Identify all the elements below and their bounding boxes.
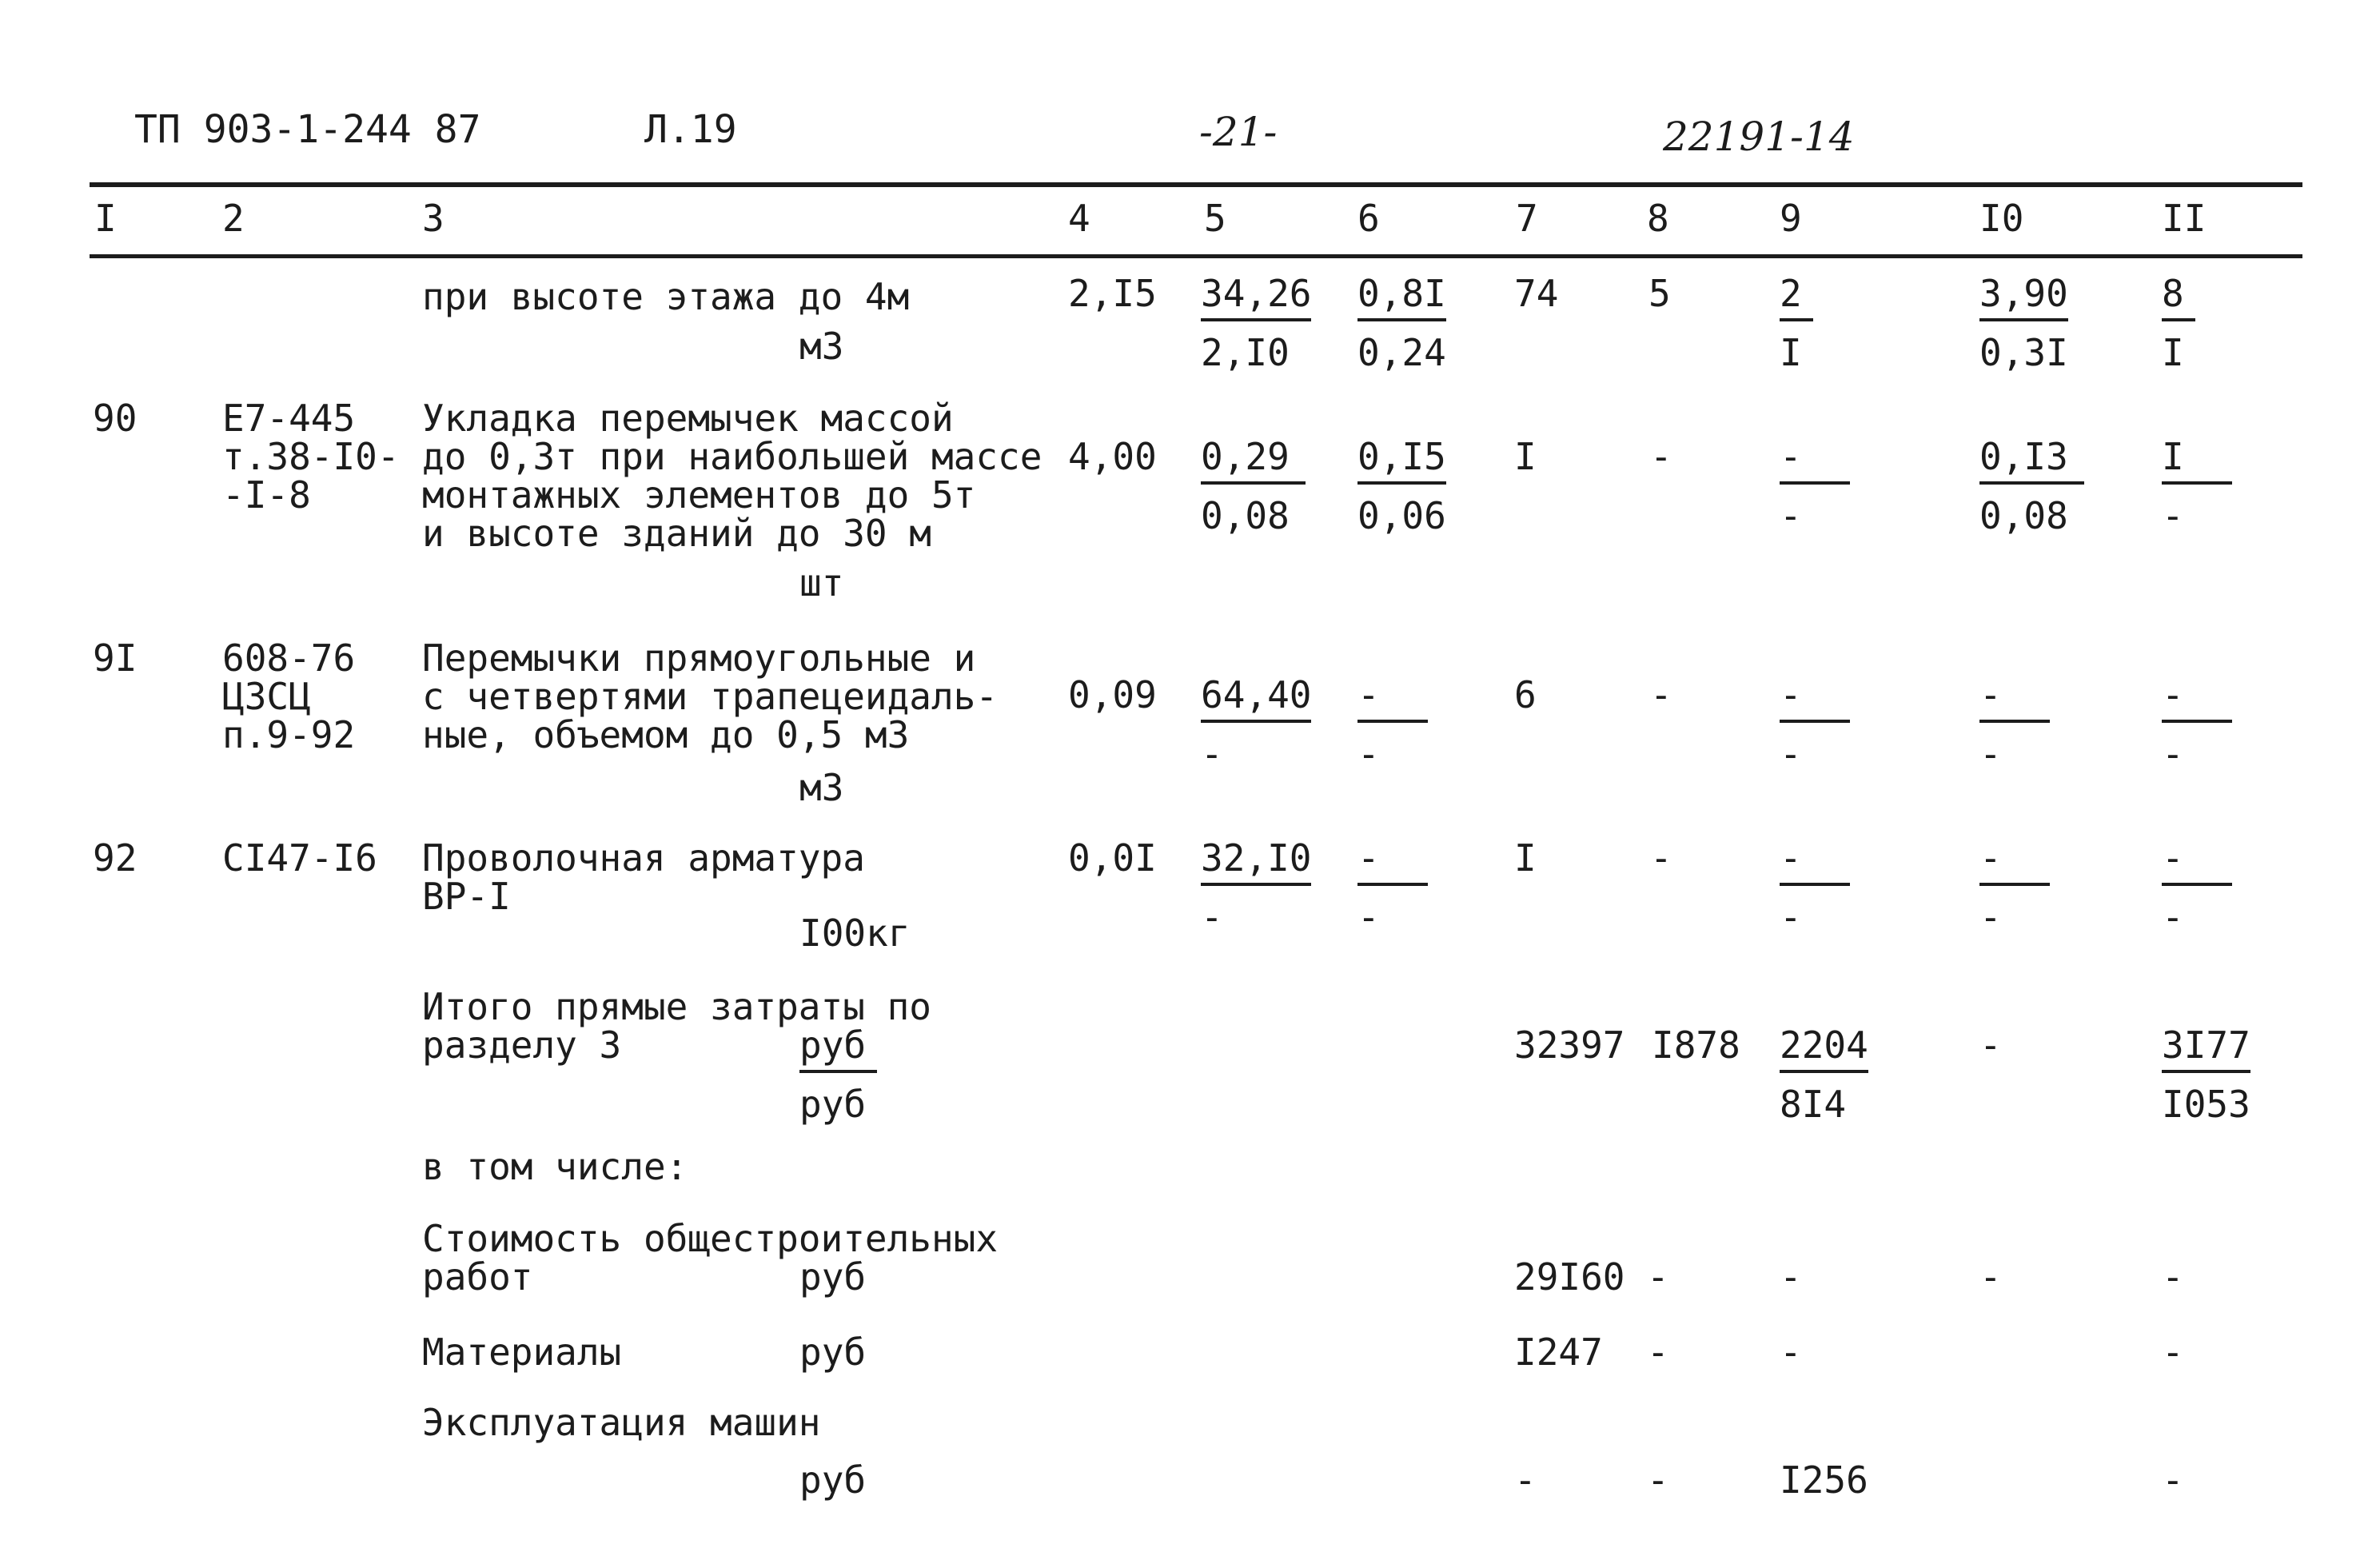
row0-col7: 74 [1514,272,1559,315]
row0-col10-num: 3,90 [1979,275,2068,321]
col-header-11: II [2162,197,2207,240]
total-desc-line2: разделу 3 [422,1023,622,1067]
row92-col8: - [1650,836,1672,880]
sub1-unit: руб [799,1331,867,1374]
total-col10: - [1979,1023,2002,1067]
row92-col9-num: - [1780,840,1850,886]
row92-col5-den: - [1201,896,1223,939]
row92-col9-den: - [1780,896,1802,939]
row90-col8: - [1650,435,1672,478]
row90-col6 [1357,435,1446,537]
row92-col7: I [1514,836,1537,880]
row92-col6 [1357,836,1428,939]
row91-col11-den: - [2162,732,2184,776]
sub0-col7: 29I60 [1514,1255,1625,1299]
row90-desc-line1: Укладка перемычек массой [422,397,954,440]
sub1-col8: - [1647,1331,1669,1374]
header-rule-bottom [90,254,2302,258]
col-header-3: 3 [422,197,445,240]
col-header-8: 8 [1647,197,1669,240]
row91-number: 9I [93,636,138,680]
row0-col9-den: I [1780,331,1802,374]
row90-desc-line2: до 0,3т при наибольшей массе [422,435,1042,478]
sub2-col8: - [1647,1458,1669,1502]
row0-col6-num: 0,8I [1357,275,1446,321]
row0-col5 [1201,272,1312,374]
row92-col5 [1201,836,1312,939]
row0-col5-num: 34,26 [1201,275,1311,321]
col-header-6: 6 [1357,197,1380,240]
row90-col5-den: 0,08 [1201,494,1290,537]
row92-col10-num: - [1979,840,2050,886]
row92-unit: I00кг [799,912,911,955]
total-unit [799,1023,877,1126]
row91-col11 [2162,673,2232,776]
row92-col10-den: - [1979,896,2002,939]
including-label: в том числе: [422,1145,688,1188]
sub2-col7: - [1514,1458,1537,1502]
inventory-number: 22191-14 [1663,114,1855,160]
row92-col6-den: - [1357,896,1380,939]
row0-col4: 2,I5 [1068,272,1157,315]
col-header-5: 5 [1204,197,1226,240]
row91-desc-line2: с четвертями трапецеидаль- [422,675,999,718]
row0-desc-line1: при высоте этажа до 4м [422,275,910,318]
col-header-4: 4 [1068,197,1090,240]
total-col7: 32397 [1514,1023,1625,1067]
row92-col10 [1979,836,2050,939]
row92-desc-line1: Проволочная арматура [422,836,865,880]
row90-number: 90 [93,397,138,440]
row92-col11-num: - [2162,840,2232,886]
row91-col5-den: - [1201,732,1223,776]
sub0-desc-line2: работ [422,1255,533,1299]
row0-col11-num: 8 [2162,275,2195,321]
total-col9-num: 2204 [1780,1027,1868,1073]
row90-col10-den: 0,08 [1979,494,2068,537]
row0-col6-den: 0,24 [1357,331,1446,374]
sub0-col11: - [2162,1255,2184,1299]
sub0-desc-line1: Стоимость общестроительных [422,1217,999,1260]
page-number: -21- [1199,109,1278,155]
row90-col5-num: 0,29 [1201,438,1306,485]
row92-col11-den: - [2162,896,2184,939]
total-col11-num: 3I77 [2162,1027,2250,1073]
row91-col9 [1780,673,1850,776]
header-rule-top [90,182,2302,187]
sub1-col11: - [2162,1331,2184,1374]
row92-col4: 0,0I [1068,836,1157,880]
row91-code-line1: 608-76 [222,636,356,680]
col-header-1: I [94,197,117,240]
row91-col7: 6 [1514,673,1537,716]
row90-col4: 4,00 [1068,435,1157,478]
row90-col11 [2162,435,2232,537]
row91-desc-line1: Перемычки прямоугольные и [422,636,976,680]
sub1-desc-line1: Материалы [422,1331,622,1374]
row90-col10 [1979,435,2084,537]
row90-col9-den: - [1780,494,1802,537]
total-unit-top: руб [799,1027,877,1073]
row91-col8: - [1650,673,1672,716]
row91-code-line2: ЦЗСЦ [222,675,311,718]
col-header-7: 7 [1516,197,1538,240]
sub2-unit: руб [799,1458,867,1502]
row91-col5-num: 64,40 [1201,676,1311,723]
row90-col6-den: 0,06 [1357,494,1446,537]
row0-unit: м3 [799,325,844,368]
row91-col10-den: - [1979,732,2002,776]
row90-col10-num: 0,I3 [1979,438,2084,485]
row0-col6 [1357,272,1446,374]
row92-desc-line2: ВР-I [422,875,511,918]
row90-code-line3: -I-8 [222,473,311,517]
total-col9-den: 8I4 [1780,1083,1847,1126]
row0-col5-den: 2,I0 [1201,331,1290,374]
row90-col7: I [1514,435,1537,478]
row0-col9 [1780,272,1813,374]
total-unit-bottom: руб [799,1083,867,1126]
row0-col10 [1979,272,2068,374]
sub2-col9: I256 [1780,1458,1868,1502]
total-col9 [1780,1023,1868,1126]
row90-code-line1: Е7-445 [222,397,356,440]
row91-col4: 0,09 [1068,673,1157,716]
row92-code-line1: СI47-I6 [222,836,377,880]
sub2-desc-line1: Эксплуатация машин [422,1401,821,1444]
row0-col8: 5 [1648,272,1671,315]
row91-code-line3: п.9-92 [222,713,356,756]
row92-col5-num: 32,I0 [1201,840,1311,886]
col-header-9: 9 [1780,197,1802,240]
row91-col6-den: - [1357,732,1380,776]
row90-desc-line4: и высоте зданий до 30 м [422,512,931,555]
row91-col10-num: - [1979,676,2050,723]
row91-col6 [1357,673,1428,776]
sub0-unit: руб [799,1255,867,1299]
row90-col5 [1201,435,1306,537]
row90-unit: шт [799,561,844,604]
row92-col11 [2162,836,2232,939]
col-header-10: I0 [1979,197,2024,240]
row0-col11 [2162,272,2195,374]
row90-desc-line3: монтажных элементов до 5т [422,473,976,517]
row90-col11-num: I [2162,438,2232,485]
total-col11-den: I053 [2162,1083,2250,1126]
doc-code: ТП 903-1-244 87 [134,107,481,152]
sub0-col8: - [1647,1255,1669,1299]
row91-col9-den: - [1780,732,1802,776]
total-desc-line1: Итого прямые затраты по [422,985,931,1028]
sub0-col9: - [1780,1255,1802,1299]
sub1-col9: - [1780,1331,1802,1374]
row90-code-line2: т.38-I0- [222,435,400,478]
row90-col9-num: - [1780,438,1850,485]
sheet-number: Л.19 [644,107,737,152]
row0-col11-den: I [2162,331,2184,374]
row0-col10-den: 0,3I [1979,331,2068,374]
row90-col9 [1780,435,1850,537]
row91-col6-num: - [1357,676,1428,723]
col-header-2: 2 [222,197,245,240]
sub1-col7: I247 [1514,1331,1603,1374]
row91-col5 [1201,673,1312,776]
total-col8: I878 [1652,1023,1740,1067]
row91-col9-num: - [1780,676,1850,723]
total-col11 [2162,1023,2250,1126]
row0-col9-num: 2 [1780,275,1813,321]
row91-col10 [1979,673,2050,776]
row90-col11-den: - [2162,494,2184,537]
row90-col6-num: 0,I5 [1357,438,1446,485]
row91-col11-num: - [2162,676,2232,723]
row91-desc-line3: ные, объемом до 0,5 м3 [422,713,910,756]
sub2-col11: - [2162,1458,2184,1502]
sub0-col10: - [1979,1255,2002,1299]
row92-col9 [1780,836,1850,939]
row92-number: 92 [93,836,138,880]
row91-unit: м3 [799,766,844,809]
row92-col6-num: - [1357,840,1428,886]
